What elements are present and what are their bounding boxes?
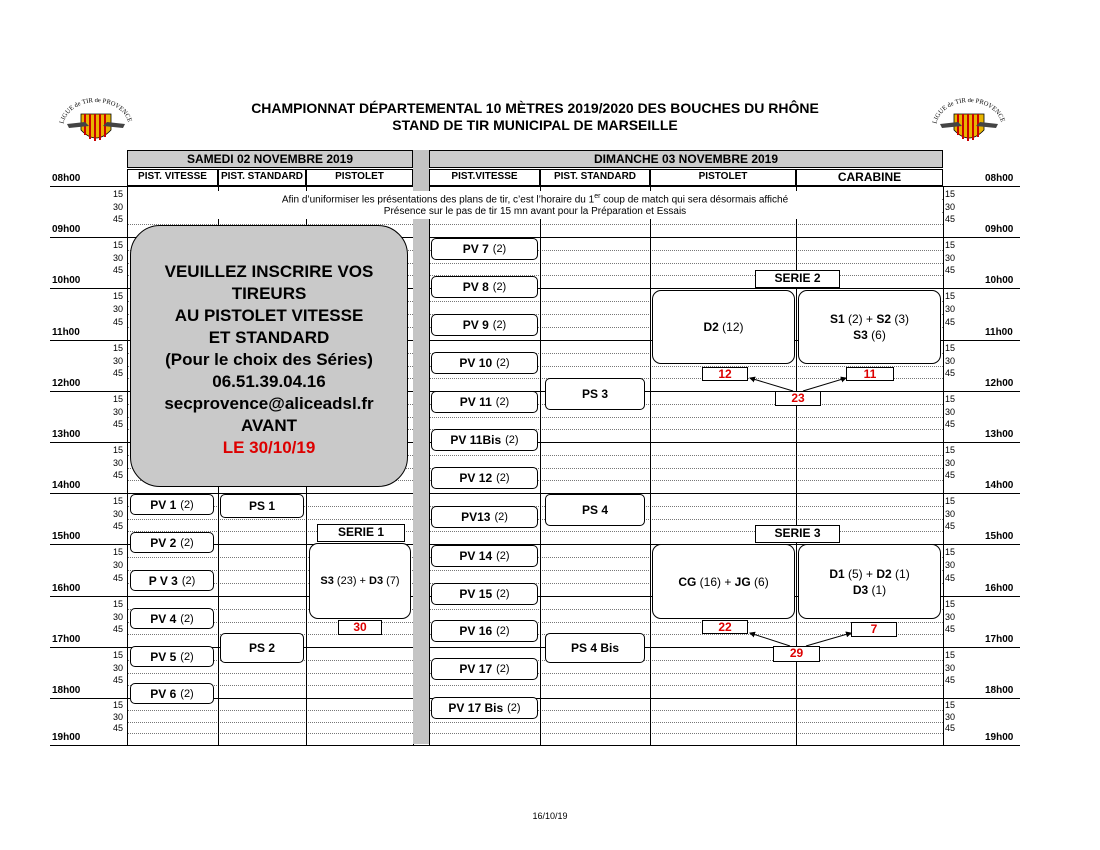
serie-2-label: SERIE 2 — [755, 270, 840, 288]
serie-1-label: SERIE 1 — [317, 524, 405, 542]
slot-ps-4: PS 4 — [545, 494, 645, 526]
hour-label-right: 11h00 — [985, 327, 1013, 338]
saturday-header: SAMEDI 02 NOVEMBRE 2019 — [127, 150, 413, 168]
slot-pv-9: PV 9 (2) — [431, 314, 538, 336]
hour-label-right: 08h00 — [985, 173, 1014, 184]
slot-pv-11bis: PV 11Bis (2) — [431, 429, 538, 451]
quarter-label-left: 30 — [113, 560, 124, 570]
quarter-label-left: 30 — [113, 253, 124, 263]
hour-label-right: 16h00 — [985, 583, 1014, 594]
slot-pv-13: PV13 (2) — [431, 506, 538, 528]
quarter-label-left: 30 — [113, 202, 124, 212]
quarter-label-left: 45 — [113, 723, 124, 733]
quarter-label-right: 15 — [945, 291, 956, 301]
hour-label-left: 18h00 — [52, 685, 81, 696]
slot-pv-7: PV 7 (2) — [431, 238, 538, 260]
hour-label-right: 09h00 — [985, 224, 1014, 235]
quarter-label-left: 45 — [113, 419, 124, 429]
schedule-note: Afin d’uniformiser les présentations des plans de tir, c’est l’horaire du 1er coup de match qui sera désormais affiché Présence sur le pas de tir 15 mn avant pour la Préparation et Essais — [128, 191, 942, 219]
serie-3-total: 29 — [773, 646, 820, 662]
hour-label-left: 15h00 — [52, 531, 81, 542]
slot-pv-1: PV 1 (2) — [130, 494, 214, 515]
slot-pv-2: PV 2 (2) — [130, 532, 214, 553]
slot-pv-3: P V 3 (2) — [130, 570, 214, 591]
quarter-label-right: 15 — [945, 650, 956, 660]
sunday-header: DIMANCHE 03 NOVEMBRE 2019 — [429, 150, 943, 168]
quarter-label-left: 45 — [113, 624, 124, 634]
quarter-label-left: 15 — [113, 240, 124, 250]
quarter-label-right: 30 — [945, 612, 956, 622]
quarter-label-right: 30 — [945, 509, 956, 519]
quarter-label-right: 15 — [945, 343, 956, 353]
slot-pv-14: PV 14 (2) — [431, 545, 538, 567]
quarter-label-right: 30 — [945, 253, 956, 263]
slot-ps-4bis: PS 4 Bis — [545, 633, 645, 663]
slot-pv-16: PV 16 (2) — [431, 620, 538, 642]
quarter-label-right: 45 — [945, 723, 956, 733]
quarter-label-left: 30 — [113, 458, 124, 468]
slot-pv-11: PV 11 (2) — [431, 391, 538, 413]
quarter-label-right: 45 — [945, 675, 956, 685]
slot-pv-6: PV 6 (2) — [130, 683, 214, 704]
quarter-label-left: 45 — [113, 317, 124, 327]
quarter-label-left: 45 — [113, 214, 124, 224]
quarter-label-left: 15 — [113, 496, 124, 506]
quarter-label-right: 30 — [945, 663, 956, 673]
slot-pv-10: PV 10 (2) — [431, 352, 538, 374]
hour-label-left: 17h00 — [52, 634, 81, 645]
slot-pv-12: PV 12 (2) — [431, 467, 538, 489]
quarter-label-right: 30 — [945, 458, 956, 468]
serie-1-total: 30 — [338, 620, 382, 635]
hour-label-left: 13h00 — [52, 429, 81, 440]
hour-label-right: 19h00 — [985, 732, 1014, 743]
quarter-label-left: 30 — [113, 304, 124, 314]
quarter-label-right: 45 — [945, 368, 956, 378]
hour-label-right: 17h00 — [985, 634, 1014, 645]
hour-label-left: 11h00 — [52, 327, 80, 338]
col-sun-pistolet: PISTOLET — [650, 169, 796, 186]
slot-ps-3: PS 3 — [545, 378, 645, 410]
footer-date: 16/10/19 — [532, 811, 568, 821]
hour-label-right: 18h00 — [985, 685, 1014, 696]
quarter-label-left: 15 — [113, 700, 124, 710]
quarter-label-left: 45 — [113, 470, 124, 480]
slot-pv-17: PV 17 (2) — [431, 658, 538, 680]
quarter-label-right: 30 — [945, 560, 956, 570]
hour-label-left: 14h00 — [52, 480, 81, 491]
page-title-line2: STAND DE TIR MUNICIPAL DE MARSEILLE — [392, 117, 678, 133]
quarter-label-left: 45 — [113, 368, 124, 378]
hour-label-right: 12h00 — [985, 378, 1014, 389]
hour-label-right: 13h00 — [985, 429, 1014, 440]
hour-label-left: 09h00 — [52, 224, 81, 235]
quarter-label-right: 45 — [945, 573, 956, 583]
col-sun-pist-vitesse: PIST.VITESSE — [429, 169, 540, 186]
serie-2-carabine-slot: S1 (2) + S2 (3) S3 (6) — [798, 290, 941, 364]
hour-label-left: 08h00 — [52, 173, 81, 184]
hour-label-left: 10h00 — [52, 275, 81, 286]
col-sat-pist-vitesse: PIST. VITESSE — [127, 169, 218, 186]
hour-label-right: 14h00 — [985, 480, 1014, 491]
quarter-label-right: 30 — [945, 202, 956, 212]
quarter-label-right: 15 — [945, 240, 956, 250]
quarter-label-left: 15 — [113, 599, 124, 609]
svg-text:LIGUE de TIR de PROVENCE: LIGUE de TIR de PROVENCE — [58, 98, 134, 125]
quarter-label-right: 45 — [945, 214, 956, 224]
quarter-label-right: 15 — [945, 700, 956, 710]
quarter-label-left: 45 — [113, 573, 124, 583]
col-sun-pist-standard: PIST. STANDARD — [540, 169, 650, 186]
quarter-label-left: 15 — [113, 445, 124, 455]
slot-pv-5: PV 5 (2) — [130, 646, 214, 667]
quarter-label-right: 45 — [945, 317, 956, 327]
quarter-label-left: 15 — [113, 547, 124, 557]
serie-3-count-pistolet: 22 — [702, 620, 748, 634]
quarter-label-left: 30 — [113, 712, 124, 722]
quarter-label-left: 45 — [113, 521, 124, 531]
serie-2-total: 23 — [775, 391, 821, 406]
svg-text:LIGUE de TIR de PROVENCE: LIGUE de TIR de PROVENCE — [931, 98, 1007, 125]
quarter-label-right: 45 — [945, 265, 956, 275]
quarter-label-right: 30 — [945, 304, 956, 314]
quarter-label-right: 45 — [945, 419, 956, 429]
hour-label-right: 10h00 — [985, 275, 1014, 286]
hour-label-left: 16h00 — [52, 583, 81, 594]
serie-2-count-carabine: 11 — [846, 367, 894, 381]
quarter-label-left: 30 — [113, 663, 124, 673]
hour-label-left: 19h00 — [52, 732, 81, 743]
quarter-label-right: 15 — [945, 496, 956, 506]
col-sat-pist-standard: PIST. STANDARD — [218, 169, 306, 186]
quarter-label-right: 15 — [945, 445, 956, 455]
quarter-label-right: 45 — [945, 470, 956, 480]
quarter-label-left: 15 — [113, 650, 124, 660]
registration-deadline: LE 30/10/19 — [222, 438, 316, 457]
quarter-label-right: 15 — [945, 189, 956, 199]
slot-pv-4: PV 4 (2) — [130, 608, 214, 629]
quarter-label-right: 30 — [945, 712, 956, 722]
hour-label-left: 12h00 — [52, 378, 81, 389]
quarter-label-right: 30 — [945, 356, 956, 366]
quarter-label-left: 45 — [113, 265, 124, 275]
quarter-label-left: 30 — [113, 612, 124, 622]
slot-ps-1: PS 1 — [220, 494, 304, 518]
quarter-label-left: 30 — [113, 356, 124, 366]
quarter-label-right: 15 — [945, 599, 956, 609]
hour-label-right: 15h00 — [985, 531, 1014, 542]
serie-1-pistolet-slot: S3 (23) + D3 (7) — [309, 543, 411, 619]
quarter-label-right: 15 — [945, 547, 956, 557]
quarter-label-left: 15 — [113, 291, 124, 301]
quarter-label-right: 45 — [945, 521, 956, 531]
slot-ps-2: PS 2 — [220, 633, 304, 663]
quarter-label-left: 15 — [113, 394, 124, 404]
serie-3-count-carabine: 7 — [851, 622, 897, 637]
quarter-label-left: 30 — [113, 407, 124, 417]
slot-pv-15: PV 15 (2) — [431, 583, 538, 605]
serie-3-carabine-slot: D1 (5) + D2 (1) D3 (1) — [798, 544, 941, 619]
quarter-label-right: 15 — [945, 394, 956, 404]
serie-2-pistolet-slot: D2 (12) — [652, 290, 795, 364]
page-title-line1: CHAMPIONNAT DÉPARTEMENTAL 10 MÈTRES 2019/2020 DES BOUCHES DU RHÔNE — [251, 100, 819, 116]
quarter-label-left: 15 — [113, 189, 124, 199]
quarter-label-left: 45 — [113, 675, 124, 685]
serie-2-count-pistolet: 12 — [702, 367, 748, 381]
quarter-label-left: 30 — [113, 509, 124, 519]
quarter-label-right: 30 — [945, 407, 956, 417]
quarter-label-left: 15 — [113, 343, 124, 353]
slot-pv-17bis: PV 17 Bis (2) — [431, 697, 538, 719]
col-sun-carabine: CARABINE — [796, 169, 943, 186]
serie-3-pistolet-slot: CG (16) + JG (6) — [652, 544, 795, 619]
col-sat-pistolet: PISTOLET — [306, 169, 413, 186]
registration-notice: VEUILLEZ INSCRIRE VOS TIREURS AU PISTOLET VITESSE ET STANDARD (Pour le choix des Séries) 06.51.39.04.16 secprovence@aliceadsl.fr AVANT LE 30/10/19 — [130, 225, 408, 487]
serie-3-label: SERIE 3 — [755, 525, 840, 543]
quarter-label-right: 45 — [945, 624, 956, 634]
slot-pv-8: PV 8 (2) — [431, 276, 538, 298]
